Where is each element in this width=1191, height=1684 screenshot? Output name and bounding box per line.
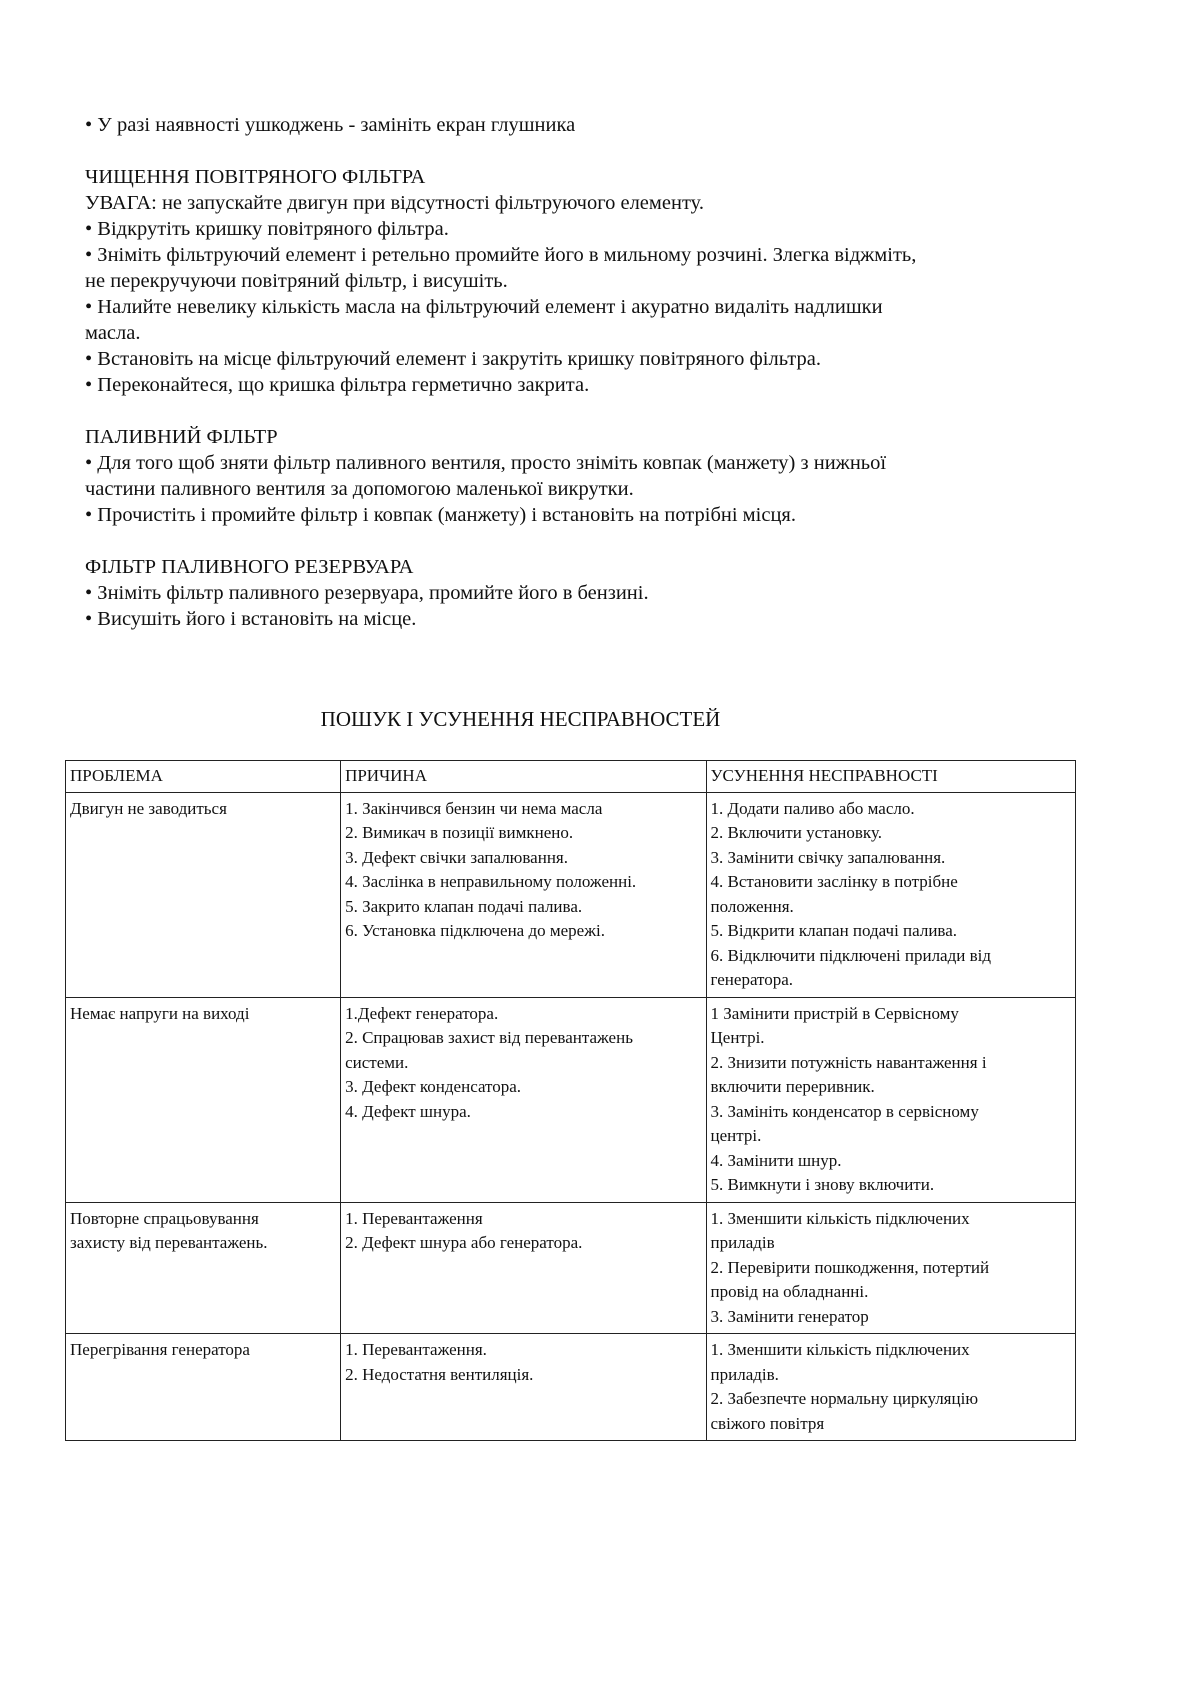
section-line: • Для того щоб зняти фільтр паливного вентиля, просто зніміть ковпак (манжету) з нижньої [85,452,887,474]
problem-cell [66,1334,341,1441]
cause-cell [341,1334,706,1441]
cell-line: 1. Зменшити кількість підключених [710,1340,970,1359]
cell-line: 5. Відкрити клапан подачі палива. [710,921,958,940]
cell-line: 3. Замініть конденсатор в сервісному [710,1101,979,1121]
cell-line: 1. Додати паливо або масло. [710,798,915,818]
section-heading: ФІЛЬТР ПАЛИВНОГО РЕЗЕРВУАРА [85,556,414,578]
cell-line: 1. Зменшити кількість підключених [710,1208,970,1228]
section-line: масла. [85,322,141,344]
cell-line: 4. Заслінка в неправильному положенні. [345,872,637,891]
section-line: частини паливного вентиля за допомогою маленької викрутки. [85,478,634,500]
section-line: • Переконайтеся, що кришка фільтра герметично закрита. [85,374,590,396]
problem-cell [66,1202,341,1334]
cell-line: 5. Вимкнути і знову включити. [710,1175,935,1194]
header-problem: ПРОБЛЕМА [66,761,341,793]
cell-line: свіжого повітря [710,1413,825,1433]
cell-line: приладів. [710,1364,779,1384]
cell-line: 2. Знизити потужність навантаження і [710,1052,987,1072]
cell-line: 3. Замінити генератор [710,1306,869,1326]
cell-line: Центрі. [710,1028,765,1047]
intro-section [85,112,1115,138]
cell-line: 1. Закінчився бензин чи нема масла [345,798,603,818]
cause-cell [341,1202,706,1334]
cell-line: включити переривник. [710,1077,875,1096]
table-header-row [66,761,1076,793]
table-row [66,1334,1076,1441]
fix-cell [706,1202,1075,1334]
cell-line: 2. Дефект шнура або генератора. [345,1233,583,1252]
cell-line: системи. [345,1052,409,1072]
table-row [66,997,1076,1202]
section-line: • Зніміть фільтруючий елемент і ретельно промийте його в мильному розчині. Злегка віджміть, [85,244,917,266]
troubleshooting-title: ПОШУК І УСУНЕННЯ НЕСПРАВНОСТЕЙ [320,707,721,731]
cell-line: 2. Недостатня вентиляція. [345,1364,534,1384]
cell-line: Повторне спрацьовування [70,1208,259,1228]
cause-cell [341,997,706,1202]
section-line: • Зніміть фільтр паливного резервуара, промийте його в бензині. [85,582,649,604]
table-body [66,792,1076,1441]
section-line: • Висушіть його і встановіть на місце. [85,608,417,630]
cell-line: Двигун не заводиться [70,798,227,818]
maintenance-text [85,112,1115,632]
cell-line: захисту від перевантажень. [70,1233,268,1252]
section-air-filter [85,164,1115,398]
cell-line: 4. Встановити заслінку в потрібне [710,872,958,891]
cell-line: генератора. [710,970,794,989]
cell-line: 1.Дефект генератора. [345,1003,499,1023]
problem-cell [66,792,341,997]
intro-bullet: • У разі наявності ушкоджень - замініть екран глушника [85,114,576,136]
section-line: УВАГА: не запускайте двигун при відсутності фільтруючого елементу. [85,192,704,214]
section-heading: ПАЛИВНИЙ ФІЛЬТР [85,426,278,448]
cell-line: 5. Закрито клапан подачі палива. [345,896,583,916]
cause-cell [341,792,706,997]
cell-line: 6. Відключити підключені прилади від [710,945,991,965]
cell-line: 1. Перевантаження. [345,1340,487,1359]
section-tank-filter [85,554,1115,632]
cell-line: 2. Включити установку. [710,823,882,842]
fix-cell [706,997,1075,1202]
cell-line: 4. Дефект шнура. [345,1101,471,1121]
cell-line: 2. Вимикач в позиції вимкнено. [345,823,574,842]
header-fix: УСУНЕННЯ НЕСПРАВНОСТІ [706,761,1075,793]
cell-line: 1. Перевантаження [345,1208,483,1228]
fix-cell [706,792,1075,997]
cell-line: 3. Замінити свічку запалювання. [710,847,946,867]
fix-cell [706,1334,1075,1441]
section-fuel-filter [85,424,1115,528]
section-heading: ЧИЩЕННЯ ПОВІТРЯНОГО ФІЛЬТРА [85,166,426,188]
cell-line: 2. Перевірити пошкодження, потертий [710,1257,990,1277]
cell-line: Перегрівання генератора [70,1340,250,1359]
cell-line: 2. Забезпечте нормальну циркуляцію [710,1389,979,1408]
cell-line: положення. [710,896,794,916]
cell-line: центрі. [710,1126,762,1145]
troubleshooting-table [65,760,1076,1441]
section-line: • Прочистіть і промийте фільтр і ковпак (манжету) і встановіть на потрібні місця. [85,504,796,526]
section-line: • Встановіть на місце фільтруючий елемент і закрутіть кришку повітряного фільтра. [85,348,821,370]
problem-cell [66,997,341,1202]
cell-line: Немає напруги на виході [70,1003,250,1023]
cell-line: 2. Спрацював захист від перевантажень [345,1028,633,1047]
section-line: • Відкрутіть кришку повітряного фільтра. [85,218,449,240]
section-line: • Налийте невелику кількість масла на фільтруючий елемент і акуратно видаліть надлишки [85,296,883,318]
cell-line: приладів [710,1233,775,1252]
cell-line: 6. Установка підключена до мережі. [345,921,605,940]
table-row [66,792,1076,997]
section-line: не перекручуючи повітряний фільтр, і висушіть. [85,270,508,292]
cell-line: 4. Замінити шнур. [710,1150,842,1170]
cell-line: 1 Замінити пристрій в Сервісному [710,1003,959,1023]
cell-line: 3. Дефект конденсатора. [345,1077,522,1096]
cell-line: провід на обладнанні. [710,1282,869,1301]
table-row [66,1202,1076,1334]
header-cause: ПРИЧИНА [341,761,706,793]
cell-line: 3. Дефект свічки запалювання. [345,847,568,867]
